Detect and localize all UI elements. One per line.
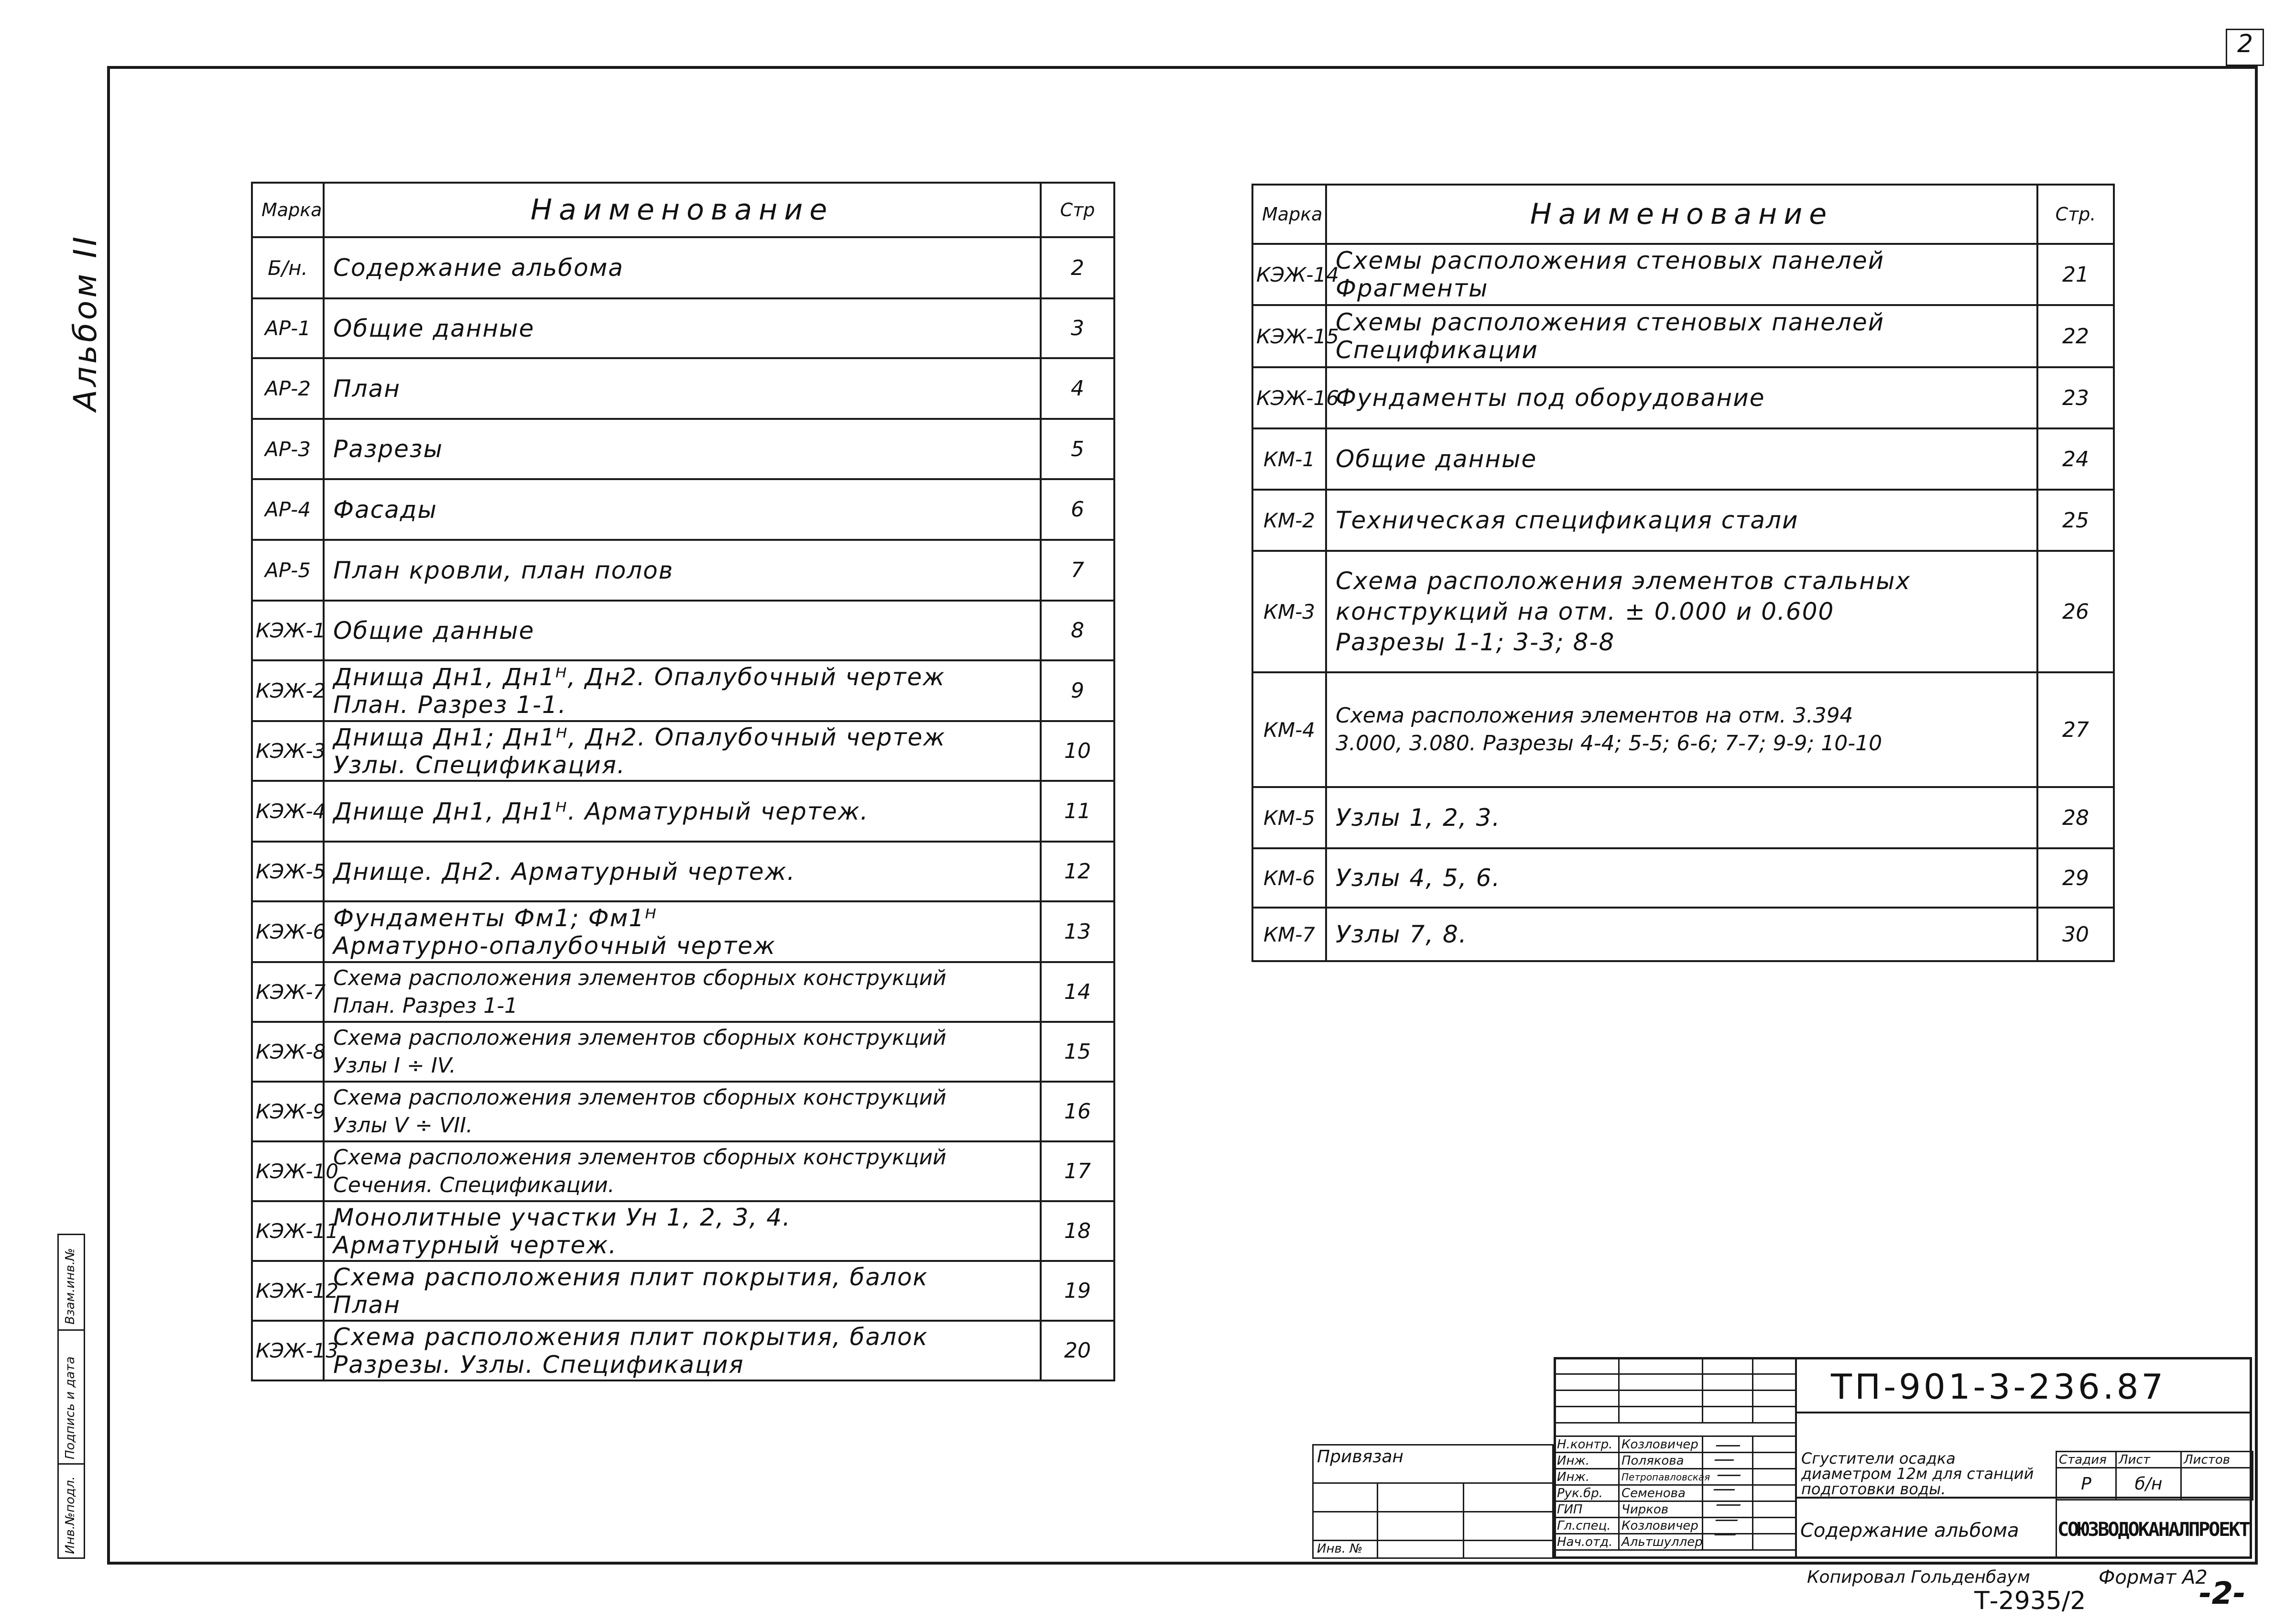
row-name: План: [324, 358, 1041, 419]
header-code: Марка: [252, 183, 324, 237]
row-page: 5: [1041, 419, 1114, 479]
role: ГИП: [1555, 1501, 1619, 1518]
row-code: КМ-2: [1252, 490, 1326, 551]
row-name: Днища Дн1, Дн1ᴴ, Дн2. Опалубочный чертеж План. Разрез 1-1.: [324, 660, 1041, 721]
page-mark: -2-: [2199, 1576, 2246, 1611]
right-contents-table: [1251, 184, 2115, 962]
row-page: 14: [1041, 962, 1114, 1022]
row-name: Схема расположения элементов сборных конструкций Узлы V ÷ VII.: [324, 1082, 1041, 1141]
row-code: КЭЖ-7: [252, 962, 324, 1022]
album-label: Альбом II: [67, 233, 104, 411]
role: Нач.отд.: [1555, 1534, 1619, 1550]
row-name: Днище Дн1, Дн1ᴴ. Арматурный чертеж.: [324, 781, 1041, 842]
row-page: 27: [2037, 672, 2114, 787]
row-code: КМ-5: [1252, 787, 1326, 848]
header-code: Марка: [1252, 185, 1326, 244]
object-title: Сгустители осадка диаметром 12м для станций подготовки воды.: [1801, 1449, 2034, 1498]
row-page: 12: [1041, 842, 1114, 901]
row-code: КЭЖ-8: [252, 1022, 324, 1082]
inv-number-label: Инв. №: [1317, 1542, 1363, 1556]
row-code: КЭЖ-2: [252, 660, 324, 721]
row-name: Днище. Дн2. Арматурный чертеж.: [324, 842, 1041, 901]
row-page: 20: [1041, 1321, 1114, 1380]
row-name: Узлы 1, 2, 3.: [1326, 787, 2037, 848]
row-code: КЭЖ-4: [252, 781, 324, 842]
row-name: Днища Дн1; Дн1ᴴ, Дн2. Опалубочный чертеж Узлы. Спецификация.: [324, 721, 1041, 781]
row-page: 7: [1041, 540, 1114, 601]
signatures-table: [1554, 1435, 1796, 1551]
row-page: 24: [2037, 428, 2114, 490]
row-code: КЭЖ-14: [1252, 244, 1326, 305]
row-page: 29: [2037, 848, 2114, 908]
binding-label: Привязан: [1317, 1447, 1404, 1467]
row-code: КЭЖ-16: [1252, 367, 1326, 428]
row-code: КМ-3: [1252, 551, 1326, 672]
row-page: 23: [2037, 367, 2114, 428]
row-page: 21: [2037, 244, 2114, 305]
person-name: Козловичер: [1619, 1436, 1703, 1453]
row-name: Схема расположения элементов на отм. 3.394 3.000, 3.080. Разрезы 4-4; 5-5; 6-6; 7-7; 9-9; 10-10: [1326, 672, 2037, 787]
row-page: 4: [1041, 358, 1114, 419]
row-code: КЭЖ-1: [252, 601, 324, 660]
person-name: Полякова: [1619, 1453, 1703, 1469]
row-page: 16: [1041, 1082, 1114, 1141]
row-code: АР-5: [252, 540, 324, 601]
row-page: 3: [1041, 298, 1114, 358]
row-name: Схемы расположения стеновых панелей Спецификации: [1326, 305, 2037, 367]
row-name: Фасады: [324, 479, 1041, 540]
row-code: КЭЖ-10: [252, 1141, 324, 1201]
row-name: Узлы 7, 8.: [1326, 908, 2037, 961]
role: Рук.бр.: [1555, 1485, 1619, 1501]
person-name: Петропавловская: [1619, 1469, 1703, 1485]
row-code: КЭЖ-9: [252, 1082, 324, 1141]
left-contents-table: [251, 182, 1115, 1381]
role: Н.контр.: [1555, 1436, 1619, 1453]
row-page: 26: [2037, 551, 2114, 672]
row-page: 19: [1041, 1261, 1114, 1321]
row-page: 25: [2037, 490, 2114, 551]
stage-value: Р: [2057, 1468, 2116, 1500]
row-code: КЭЖ-11: [252, 1201, 324, 1261]
person-name: Семенова: [1619, 1485, 1703, 1501]
row-code: КЭЖ-13: [252, 1321, 324, 1380]
row-name: Фундаменты под оборудование: [1326, 367, 2037, 428]
stage-label: Стадия: [2057, 1452, 2116, 1468]
row-name: Схема расположения плит покрытия, балок Разрезы. Узлы. Спецификация: [324, 1321, 1041, 1380]
row-code: КЭЖ-12: [252, 1261, 324, 1321]
revision-grid: [1554, 1357, 1796, 1424]
row-code: КЭЖ-15: [1252, 305, 1326, 367]
organization-name: СОЮЗВОДОКАНАЛПРОЕКТ: [2057, 1519, 2249, 1541]
row-code: КМ-4: [1252, 672, 1326, 787]
row-name: Схема расположения элементов стальных конструкций на отм. ± 0.000 и 0.600 Разрезы 1-1; 3-3; 8-8: [1326, 551, 2037, 672]
sheet-title: Содержание альбома: [1800, 1520, 2019, 1542]
sheet-number: 2: [2237, 30, 2253, 58]
row-code: КЭЖ-3: [252, 721, 324, 781]
role: Инж.: [1555, 1469, 1619, 1485]
stage-table: [2056, 1451, 2253, 1501]
row-code: КМ-7: [1252, 908, 1326, 961]
row-page: 6: [1041, 479, 1114, 540]
row-page: 17: [1041, 1141, 1114, 1201]
row-page: 28: [2037, 787, 2114, 848]
row-name: Общие данные: [324, 298, 1041, 358]
row-name: Монолитные участки Ун 1, 2, 3, 4. Арматурный чертеж.: [324, 1201, 1041, 1261]
row-name: Общие данные: [324, 601, 1041, 660]
sheet-value: б/н: [2116, 1468, 2181, 1500]
row-page: 18: [1041, 1201, 1114, 1261]
row-name: Фундаменты Фм1; Фм1ᴴ Арматурно-опалубочный чертеж: [324, 901, 1041, 962]
row-code: Б/н.: [252, 237, 324, 298]
sheet-label: Лист: [2116, 1452, 2181, 1468]
role: Инж.: [1555, 1453, 1619, 1469]
row-page: 11: [1041, 781, 1114, 842]
person-name: Альтшуллер: [1619, 1534, 1703, 1550]
row-code: АР-2: [252, 358, 324, 419]
row-page: 13: [1041, 901, 1114, 962]
row-page: 8: [1041, 601, 1114, 660]
row-code: АР-1: [252, 298, 324, 358]
row-name: Схемы расположения стеновых панелей Фрагменты: [1326, 244, 2037, 305]
row-page: 2: [1041, 237, 1114, 298]
row-name: Техническая спецификация стали: [1326, 490, 2037, 551]
header-page: Стр: [1041, 183, 1114, 237]
row-name: Схема расположения плит покрытия, балок План: [324, 1261, 1041, 1321]
row-name: Разрезы: [324, 419, 1041, 479]
person-name: Чирков: [1619, 1501, 1703, 1518]
row-code: АР-3: [252, 419, 324, 479]
row-page: 30: [2037, 908, 2114, 961]
row-name: Узлы 4, 5, 6.: [1326, 848, 2037, 908]
row-page: 22: [2037, 305, 2114, 367]
row-name: Содержание альбома: [324, 237, 1041, 298]
side-stamp-inv: Инв.№подл.: [63, 1476, 77, 1554]
copied-by: Копировал Гольденбаум: [1807, 1567, 2030, 1587]
row-page: 9: [1041, 660, 1114, 721]
header-page: Стр.: [2037, 185, 2114, 244]
side-stamp-replace: Взам.инв.№: [63, 1248, 77, 1325]
sheets-label: Листов: [2181, 1452, 2253, 1468]
row-name: Схема расположения элементов сборных конструкций Узлы I ÷ IV.: [324, 1022, 1041, 1082]
header-name: Наименование: [1326, 185, 2037, 244]
row-name: План кровли, план полов: [324, 540, 1041, 601]
format-label: Формат А2: [2099, 1566, 2208, 1588]
row-code: КЭЖ-5: [252, 842, 324, 901]
row-page: 10: [1041, 721, 1114, 781]
person-name: Козловичер: [1619, 1518, 1703, 1534]
row-code: КМ-1: [1252, 428, 1326, 490]
inventory-number: Т-2935/2: [1974, 1587, 2086, 1615]
header-name: Наименование: [324, 183, 1041, 237]
row-page: 15: [1041, 1022, 1114, 1082]
side-stamp-signature: Подпись и дата: [63, 1356, 77, 1459]
document-code: ТП-901-3-236.87: [1831, 1367, 2166, 1407]
row-name: Схема расположения элементов сборных конструкций План. Разрез 1-1: [324, 962, 1041, 1022]
row-code: АР-4: [252, 479, 324, 540]
row-code: КМ-6: [1252, 848, 1326, 908]
sheets-value: [2181, 1468, 2253, 1500]
row-name: Общие данные: [1326, 428, 2037, 490]
row-code: КЭЖ-6: [252, 901, 324, 962]
role: Гл.спец.: [1555, 1518, 1619, 1534]
row-name: Схема расположения элементов сборных конструкций Сечения. Спецификации.: [324, 1141, 1041, 1201]
